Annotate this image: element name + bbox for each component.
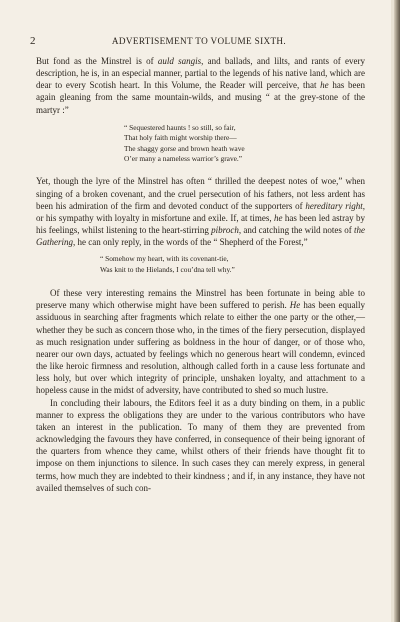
italic-phrase: auld sangis	[157, 56, 202, 66]
verse-line: “ Sequestered haunts ! so still, so fair,	[124, 122, 236, 132]
verse-line: The shaggy gorse and brown heath wave	[124, 143, 245, 153]
italic-phrase: the Gathering	[36, 225, 365, 248]
italic-phrase: he	[274, 212, 283, 223]
italic-phrase: He	[289, 300, 301, 311]
text-run: , and catching the wild notes of	[238, 225, 354, 236]
text-run: has been led astray by his feelings, whilst listening to the heart-stirring	[36, 212, 365, 236]
running-head: ADVERTISEMENT TO VOLUME SIXTH.	[111, 36, 287, 46]
paragraph-1	[36, 55, 365, 116]
paragraph-3	[36, 287, 365, 396]
page-header	[30, 34, 368, 48]
text-run: But fond as the Minstrel is of	[36, 56, 158, 66]
verse-quote-1	[124, 123, 365, 165]
text-run: has been equally assiduous in searching after fragments which relate to either the one party or the other,—whether they be such as concern those who, in the times of the fiery persecution, displayed as much resignation under suffering as boldness in the hour of danger, or of those who, nearer our own days, actuated by feelings which no generous heart will condemn, evinced the like heroic firmness and resolution, although called forth in a cause less fortunate and less holy, but over which integrity of principle, unshaken loyalty, and attachment to a hopeless cause in the midst of adversity, have contributed to shed so much lustre.	[36, 300, 365, 396]
verse-line: Was knit to the Hielands, I cou’dna tell why.”	[100, 264, 235, 274]
text-run: Yet, though the lyre of the Minstrel has often “ thrilled the deepest notes of woe,” when singing of a broken covenant, and the cruel persecution of his fathers, not less ardent has been his admiration of the firm and devoted conduct of the supporters of	[36, 176, 365, 211]
text-run: , or his sympathy with loyalty in misfortune and exile. If, at times,	[36, 200, 365, 223]
verse-line: “ Somehow my heart, with its covenant-tie,	[100, 254, 229, 264]
italic-phrase: pibroch	[211, 225, 239, 236]
text-run: has been again gleaning from the same mountain-wilds, and musing “ at the grey-stone of the martyr :”	[36, 80, 365, 115]
text-run: , and ballads, and lilts, and rants of every description, he is, in an especial manner, partial to the legends of his native land, which are dear to every Scotish heart. In this Volume, the Reader will perceive, that	[36, 56, 365, 91]
italic-phrase: he	[320, 80, 329, 91]
paragraph-2	[36, 175, 365, 248]
verse-line: O’er many a nameless warrior’s grave.”	[124, 154, 243, 163]
italic-phrase: hereditary right	[305, 200, 363, 211]
text-run: Of these very interesting remains the Minstrel has been fortunate in being able to preserve many which otherwise might have been suffered to perish.	[36, 288, 365, 311]
book-spine-edge	[394, 0, 400, 622]
verse-quote-2	[100, 254, 365, 275]
page-number: 2	[30, 35, 36, 47]
page-body	[36, 55, 365, 494]
paragraph-4: In concluding their labours, the Editors feel it as a duty binding on them, in a public manner to express the obligations they are under to the various contributors who have taken an interest in the publication. To many of them they are prevented from acknowledging the favours they have conferred, in consequence of their being ignorant of the quarters from whence they came, whilst others of their friends have thought fit to impose on them injunctions to silence. In such cases they can merely express, in general terms, how much they are indebted to their kindness ; and if, in any instance, they have not availed themselves of such con-	[36, 397, 365, 493]
text-run: , he can only reply, in the words of the “ Shepherd of the Forest,”	[73, 237, 308, 248]
verse-line: That holy faith might worship there—	[124, 133, 237, 143]
